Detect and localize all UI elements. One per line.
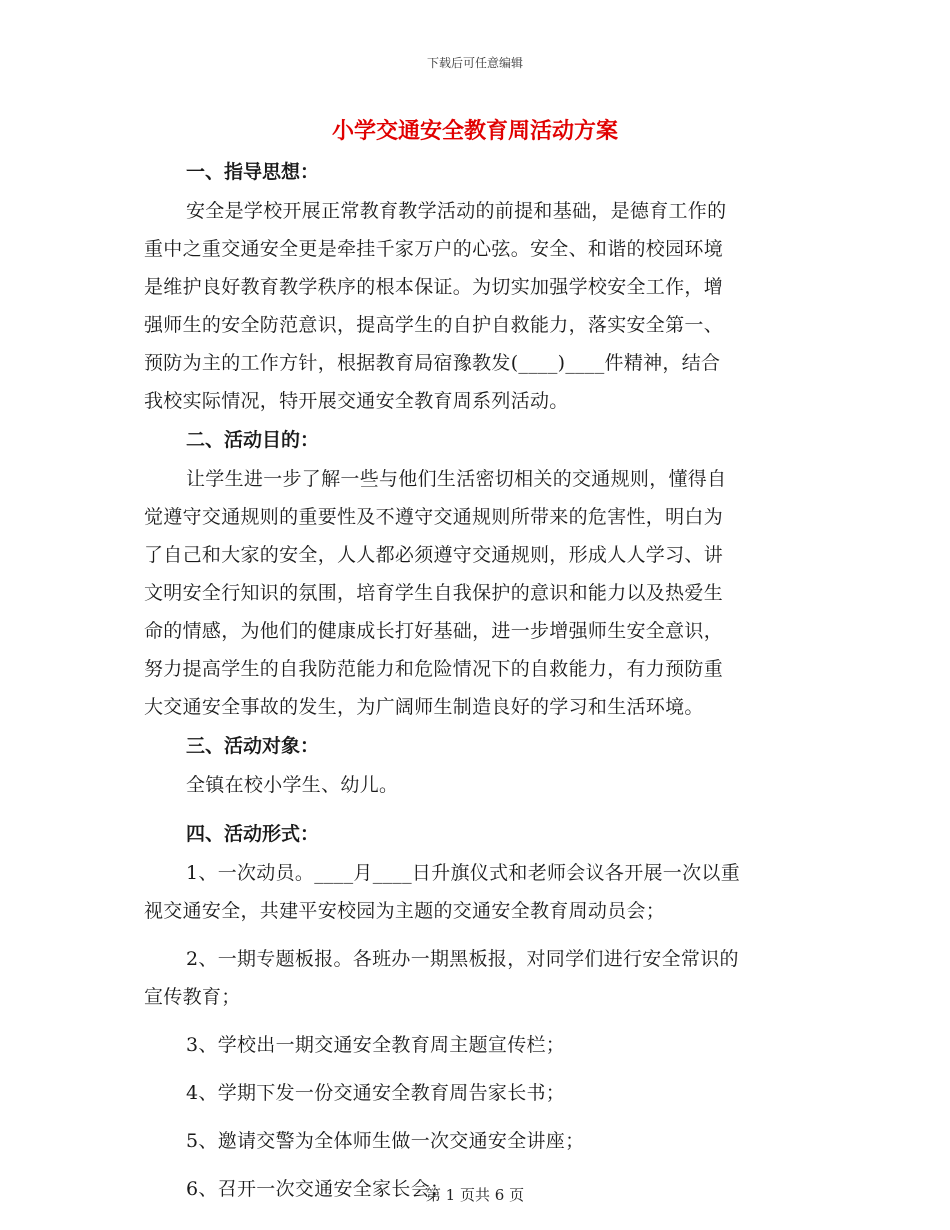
paragraph-line: 大交通安全事故的发生，为广阔师生制造良好的学习和生活环境。 [144,696,704,718]
page-number: 第 1 页共 6 页 [425,1186,525,1204]
section-heading-format: 四、活动形式： [186,823,320,845]
paragraph-line: 努力提高学生的自我防范能力和危险情况下的自救能力，有力预防重 [144,658,724,680]
list-item-line: 宣传教育； [144,986,241,1008]
list-item-line: 3、学校出一期交通安全教育周主题宣传栏； [186,1034,566,1056]
list-item-line: 2、一期专题板报。各班办一期黑板报，对同学们进行安全常识的 [186,948,739,970]
list-item-line: 6、召开一次交通安全家长会； [186,1178,450,1200]
list-item-line: 5、邀请交警为全体师生做一次交通安全讲座； [186,1130,585,1152]
list-item-line: 视交通安全，共建平安校园为主题的交通安全教育周动员会； [144,900,666,922]
document-title: 小学交通安全教育周活动方案 [331,118,618,144]
paragraph-line: 了自己和大家的安全，人人都必须遵守交通规则，形成人人学习、讲 [144,544,724,566]
paragraph-line: 是维护良好教育教学秩序的根本保证。为切实加强学校安全工作，增 [144,276,724,298]
paragraph-line: 预防为主的工作方针，根据教育局宿豫教发(____)____件精神，结合 [144,352,721,374]
page-header-note: 下载后可任意编辑 [426,56,523,70]
paragraph-line: 全镇在校小学生、幼儿。 [186,774,399,796]
paragraph-line: 我校实际情况，特开展交通安全教育周系列活动。 [144,390,569,412]
list-item-line: 1、一次动员。____月____日升旗仪式和老师会议各开展一次以重 [186,862,740,884]
paragraph-line: 让学生进一步了解一些与他们生活密切相关的交通规则，懂得自 [186,468,727,490]
section-heading-target: 三、活动对象： [186,735,320,757]
paragraph-line: 安全是学校开展正常教育教学活动的前提和基础，是德育工作的 [186,200,727,222]
list-item-line: 4、学期下发一份交通安全教育周告家长书； [186,1082,566,1104]
paragraph-line: 命的情感，为他们的健康成长打好基础，进一步增强师生安全意识， [144,620,724,642]
section-heading-guiding-ideology: 一、指导思想： [186,161,320,183]
paragraph-line: 觉遵守交通规则的重要性及不遵守交通规则所带来的危害性，明白为 [144,506,724,528]
section-heading-purpose: 二、活动目的： [186,429,320,451]
paragraph-line: 强师生的安全防范意识，提高学生的自护自救能力，落实安全第一、 [144,314,724,336]
document-body [144,152,809,1208]
paragraph-line: 文明安全行知识的氛围，培育学生自我保护的意识和能力以及热爱生 [144,582,724,604]
paragraph-line: 重中之重交通安全更是牵挂千家万户的心弦。安全、和谐的校园环境 [144,238,724,260]
